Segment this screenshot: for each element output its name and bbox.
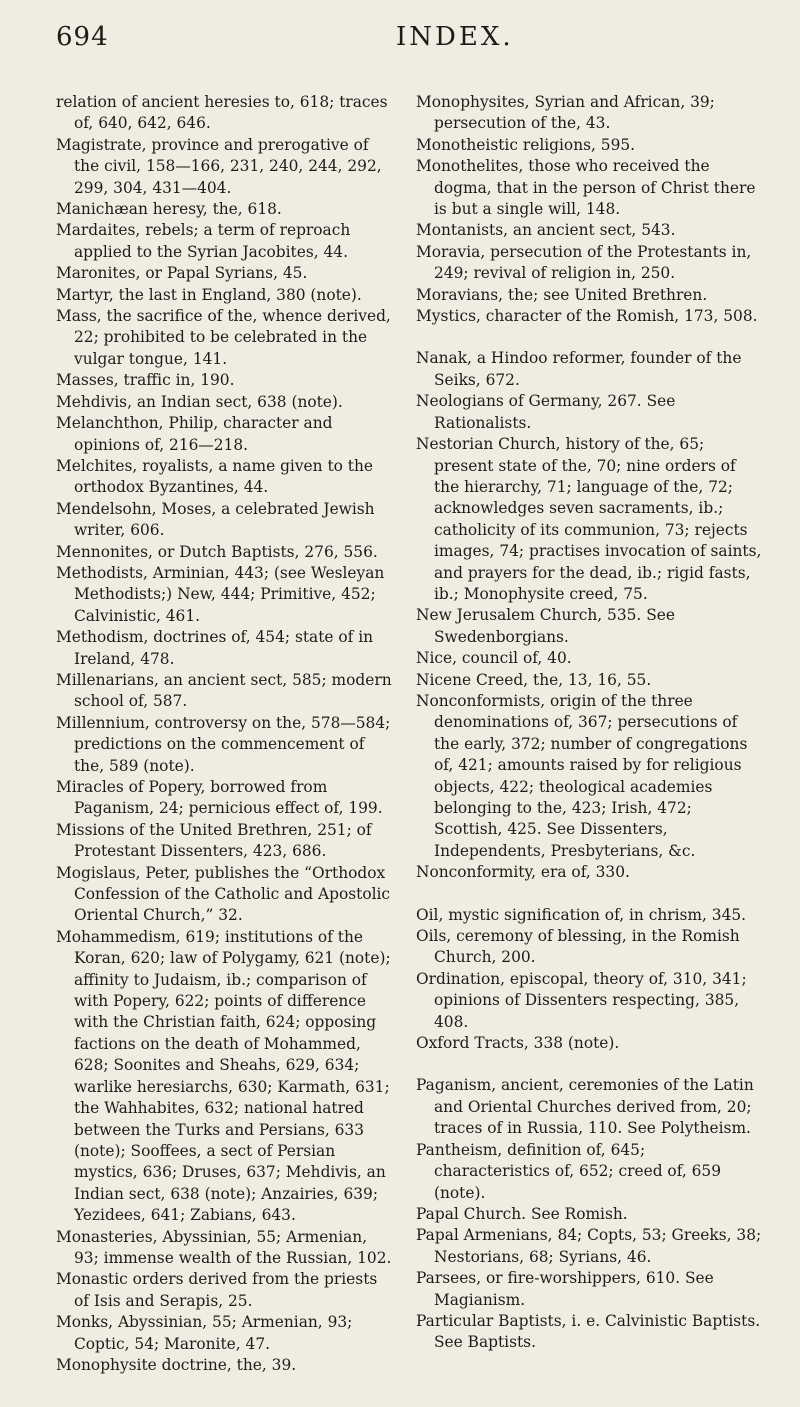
index-entry: Melanchthon, Philip, character and opinions of, 216—218.: [56, 414, 333, 454]
index-entry: Nanak, a Hindoo reformer, founder of the Seiks, 672.: [416, 349, 742, 389]
index-columns: [56, 92, 778, 1376]
index-entry: Monasteries, Abyssinian, 55; Armenian, 93; immense wealth of the Russian, 102.: [56, 1227, 392, 1267]
index-entry: Missions of the United Brethren, 251; of Protestant Dissenters, 423, 686.: [56, 820, 372, 861]
index-entry: Mogislaus, Peter, publishes the “Orthodox Confession of the Catholic and Apostolic Oriental Church,” 32.: [56, 863, 391, 925]
index-entry: Nicene Creed, the, 13, 16, 55.: [416, 670, 652, 689]
index-entry: Mardaites, rebels; a term of reproach applied to the Syrian Jacobites, 44.: [56, 221, 351, 261]
index-entry: Manichæan heresy, the, 618.: [56, 200, 282, 219]
index-entry: Nonconformity, era of, 330.: [416, 863, 630, 882]
index-entry: Monks, Abyssinian, 55; Armenian, 93; Coptic, 54; Maronite, 47.: [56, 1313, 353, 1353]
index-entry: Paganism, ancient, ceremonies of the Latin and Oriental Churches derived from, 20; traces of in Russia, 110. See Polytheism.: [416, 1076, 754, 1138]
index-entry: Particular Baptists, i. e. Calvinistic Baptists. See Baptists.: [416, 1311, 761, 1352]
left-column: [56, 92, 396, 1376]
index-entry: Mass, the sacrifice of the, whence derived, 22; prohibited to be celebrated in the vulgar tongue, 141.: [56, 307, 391, 368]
index-entry: Masses, traffic in, 190.: [56, 371, 235, 390]
index-entry: Maronites, or Papal Syrians, 45.: [56, 264, 308, 283]
index-entry: Papal Church. See Romish.: [416, 1204, 628, 1223]
index-entry: Melchites, royalists, a name given to the orthodox Byzantines, 44.: [56, 456, 374, 497]
index-entry: Ordination, episcopal, theory of, 310, 341; opinions of Dissenters respecting, 385, 408.: [416, 969, 747, 1031]
index-entry: Montanists, an ancient sect, 543.: [416, 221, 676, 240]
index-entry: Papal Armenians, 84; Copts, 53; Greeks, 38; Nestorians, 68; Syrians, 46.: [416, 1226, 762, 1266]
index-entry: Magistrate, province and prerogative of the civil, 158—166, 231, 240, 244, 292, 299, 304, 431—404.: [56, 135, 382, 197]
index-entry: Mohammedism, 619; institutions of the Koran, 620; law of Polygamy, 621 (note); affinity to Judaism, ib.; comparison of with Popery, 622; points of difference with the Christian faith, 624; opposing factions on the death of Mohammed, 628; Soonites and Sheahs, 629, 634; warlike heresiarchs, 630; Karmath, 631; the Wahhabites, 632; national hatred between the Turks and Persians, 633 (note); Sooffees, a sect of Persian mystics, 636; Druses, 637; Mehdivis, an Indian sect, 638 (note); Anzairies, 639; Yezidees, 641; Zabians, 643.: [56, 927, 391, 1225]
page-header: [56, 18, 778, 58]
index-entry: Methodists, Arminian, 443; (see Wesleyan Methodists;) New, 444; Primitive, 452; Calvinistic, 461.: [56, 563, 385, 625]
index-entry: Neologians of Germany, 267. See Rationalists.: [416, 392, 676, 432]
index-entry: Monophysite doctrine, the, 39.: [56, 1355, 297, 1374]
index-entry: Methodism, doctrines of, 454; state of in Ireland, 478.: [56, 628, 374, 668]
index-entry: Moravians, the; see United Brethren.: [416, 285, 708, 304]
right-column: [416, 92, 764, 1376]
index-entry: Monophysites, Syrian and African, 39; persecution of the, 43.: [416, 93, 715, 133]
index-entry: Nestorian Church, history of the, 65; present state of the, 70; nine orders of the hierarchy, 71; language of the, 72; acknowledges seven sacraments, ib.; catholicity of its communion, 73; rejects images, 74; practises invocation of saints, and prayers for the dead, ib.; rigid fasts, ib.; Monophysite creed, 75.: [416, 435, 762, 603]
index-entry: Mehdivis, an Indian sect, 638 (note).: [56, 392, 343, 411]
index-entry: Nice, council of, 40.: [416, 649, 572, 668]
index-entry: relation of ancient heresies to, 618; traces of, 640, 642, 646.: [56, 93, 388, 133]
index-entry: New Jerusalem Church, 535. See Swedenborgians.: [416, 606, 675, 646]
index-entry: Oil, mystic signification of, in chrism, 345.: [416, 905, 747, 924]
index-entry: Pantheism, definition of, 645; characteristics of, 652; creed of, 659 (note).: [416, 1140, 722, 1202]
running-head: INDEX.: [396, 22, 514, 52]
index-entry: Mennonites, or Dutch Baptists, 276, 556.: [56, 542, 378, 561]
index-entry: Millennium, controversy on the, 578—584; predictions on the commencement of the, 589 (note).: [56, 713, 391, 775]
index-entry: Mendelsohn, Moses, a celebrated Jewish writer, 606.: [56, 499, 375, 540]
index-entry: Monotheistic religions, 595.: [416, 135, 636, 154]
index-entry: Nonconformists, origin of the three denominations of, 367; persecutions of the early, 372; number of congregations of, 421; amounts raised by for religious objects, 422; theological academies belonging to the, 423; Irish, 472; Scottish, 425. See Dissenters, Independents, Presbyterians, &c.: [416, 691, 748, 860]
index-entry: Mystics, character of the Romish, 173, 508.: [416, 307, 758, 326]
index-entry: Monastic orders derived from the priests of Isis and Serapis, 25.: [56, 1270, 378, 1310]
index-entry: Oxford Tracts, 338 (note).: [416, 1034, 620, 1053]
index-entry: Parsees, or fire-worshippers, 610. See Magianism.: [416, 1269, 714, 1309]
index-entry: Oils, ceremony of blessing, in the Romish Church, 200.: [416, 927, 740, 967]
page-number: 694: [56, 22, 109, 52]
index-entry: Miracles of Popery, borrowed from Paganism, 24; pernicious effect of, 199.: [56, 778, 383, 818]
index-entry: Monothelites, those who received the dogma, that in the person of Christ there is but a single will, 148.: [416, 157, 756, 219]
index-entry: Moravia, persecution of the Protestants in, 249; revival of religion in, 250.: [416, 242, 752, 283]
index-entry: Millenarians, an ancient sect, 585; modern school of, 587.: [56, 670, 392, 711]
index-entry: Martyr, the last in England, 380 (note).: [56, 285, 362, 304]
